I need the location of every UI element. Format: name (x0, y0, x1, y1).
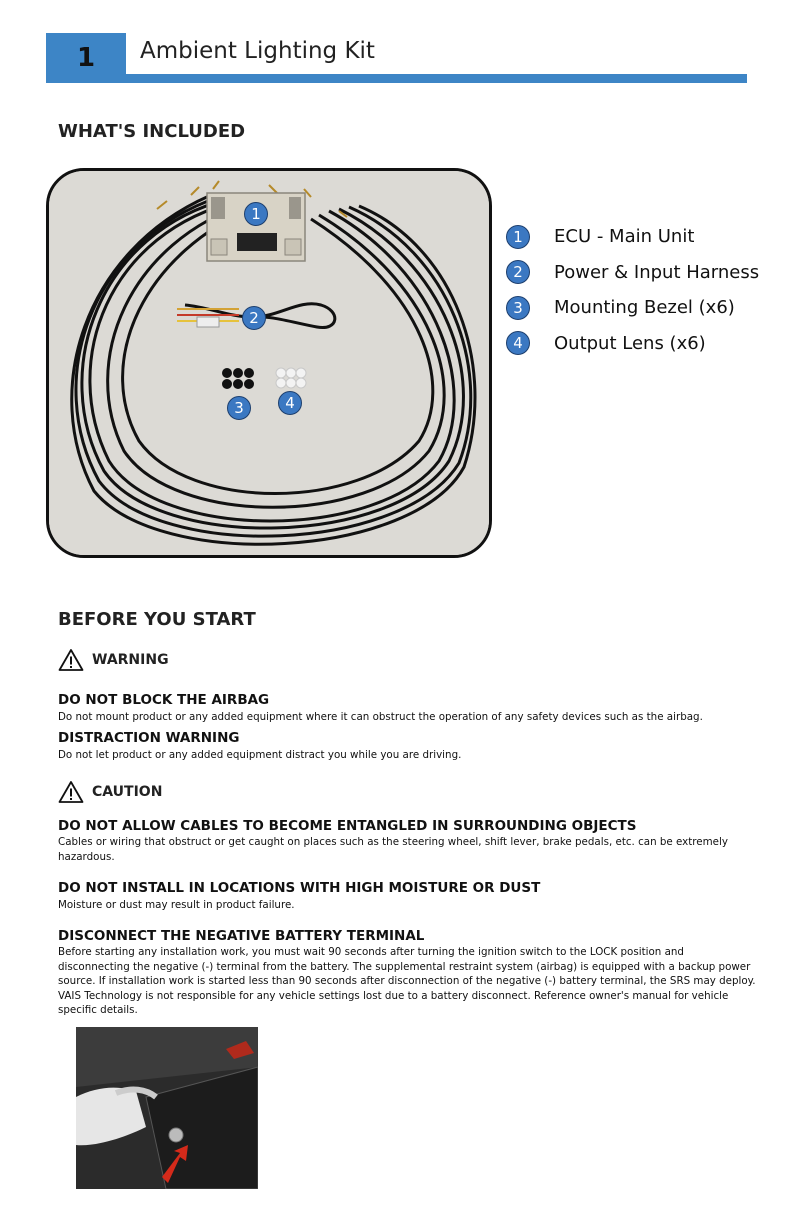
kit-photo-illustration (49, 171, 489, 555)
legend-item (506, 290, 759, 326)
callout-2: 2 (242, 306, 266, 330)
legend-item (506, 326, 759, 362)
whats-included-heading: WHAT'S INCLUDED (58, 121, 246, 142)
callout-4: 4 (278, 391, 302, 415)
item-title: DO NOT ALLOW CABLES TO BECOME ENTANGLED IN SURROUNDING OBJECTS (58, 818, 637, 834)
callout-3: 3 (227, 396, 251, 420)
legend-number: 4 (506, 331, 530, 355)
caution-alert (58, 780, 162, 804)
item-body: Before starting any installation work, you must wait 90 seconds after turning the ignition switch to the LOCK position and disconnecting the negative (-) terminal from the battery. The supplemental restraint system (airbag) is equipped with a backup power source. If installation work is started less than 90 seconds after disconnection of the negative (-) battery terminal, the SRS may deploy. VAIS Technology is not responsible for any vehicle settings lost due to a battery disconnect. Reference owner's manual for vehicle specific details. (58, 946, 756, 1016)
warning-alert (58, 648, 169, 672)
warning-triangle-icon (58, 648, 84, 672)
item-title: DISTRACTION WARNING (58, 730, 240, 746)
battery-photo-illustration (76, 1027, 258, 1189)
item-body: Do not mount product or any added equipment where it can obstruct the operation of any safety devices such as the airbag. (58, 711, 703, 723)
legend-item (506, 219, 759, 255)
battery-terminal-photo (76, 1027, 258, 1189)
chapter-number: 1 (46, 33, 126, 83)
item-title: DISCONNECT THE NEGATIVE BATTERY TERMINAL (58, 928, 425, 944)
item-title: DO NOT INSTALL IN LOCATIONS WITH HIGH MOISTURE OR DUST (58, 880, 541, 896)
kit-contents-photo (46, 168, 492, 558)
page-title: Ambient Lighting Kit (140, 38, 375, 64)
before-you-start-heading: BEFORE YOU START (58, 609, 256, 630)
caution-triangle-icon (58, 780, 84, 804)
warning-label: WARNING (92, 652, 169, 668)
item-title: DO NOT BLOCK THE AIRBAG (58, 692, 270, 708)
legend-item (506, 255, 759, 291)
caution-label: CAUTION (92, 784, 163, 800)
legend-number: 2 (506, 260, 530, 284)
header-rule (46, 74, 747, 83)
item-body: Do not let product or any added equipment distract you while you are driving. (58, 749, 462, 761)
item-body: Moisture or dust may result in product failure. (58, 899, 295, 911)
included-legend (506, 219, 759, 361)
legend-label: Power & Input Harness (554, 261, 760, 283)
item-body: Cables or wiring that obstruct or get caught on places such as the steering wheel, shift lever, brake pedals, etc. can be extremely hazardous. (58, 836, 728, 863)
legend-label: Output Lens (x6) (554, 332, 706, 354)
legend-number: 3 (506, 296, 530, 320)
legend-number: 1 (506, 225, 530, 249)
callout-1: 1 (244, 202, 268, 226)
legend-label: Mounting Bezel (x6) (554, 297, 735, 319)
legend-label: ECU - Main Unit (554, 226, 695, 248)
